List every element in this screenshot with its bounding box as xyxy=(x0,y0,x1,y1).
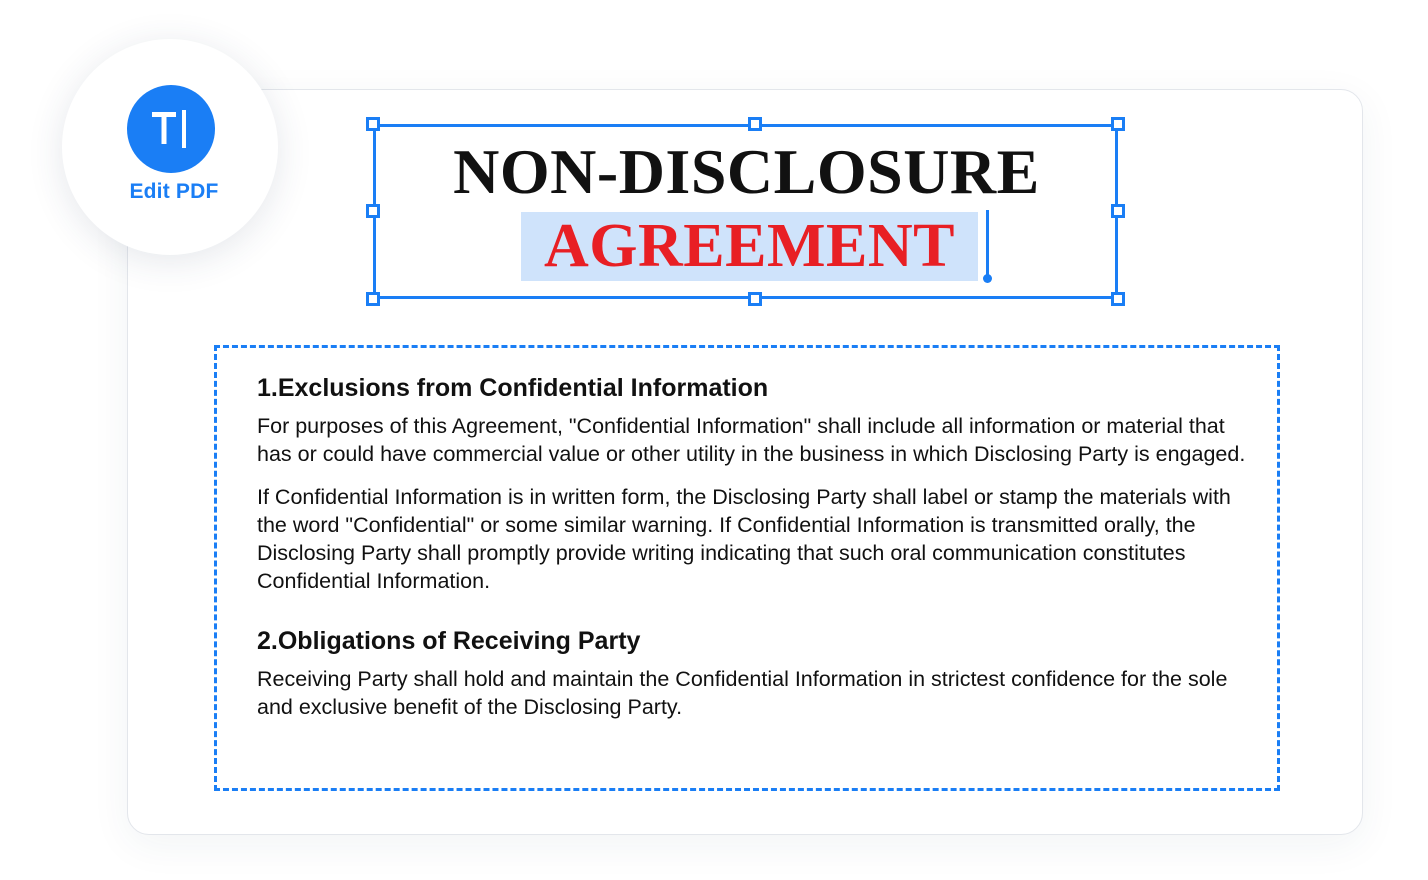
document-title-line-2[interactable]: AGREEMENT xyxy=(544,212,955,280)
paragraph[interactable]: For purposes of this Agreement, "Confidential Information" shall include all information or material that has or could have commercial value or other utility in the business in which Disclosing Party is engaged. xyxy=(257,414,1246,466)
edit-pdf-badge[interactable] xyxy=(62,39,278,255)
text-cursor-handle[interactable] xyxy=(983,274,992,283)
paragraph[interactable]: If Confidential Information is in written form, the Disclosing Party shall label or stamp the materials with the word "Confidential" or some similar warning. If Confidential Information is transmitted orally, the Disclosing Party shall promptly provide writing indicating that such oral communication constitutes Confidential Information. xyxy=(257,485,1231,593)
text-cursor xyxy=(986,210,989,278)
resize-handle-top-right[interactable] xyxy=(1111,117,1125,131)
resize-handle-bottom-center[interactable] xyxy=(748,292,762,306)
edit-pdf-label: Edit PDF xyxy=(129,180,219,203)
section-1 xyxy=(257,370,1262,595)
document-title-line-1[interactable]: NON-DISCLOSURE xyxy=(453,136,1040,207)
body-text-content xyxy=(257,370,1262,736)
section-heading[interactable]: 2.Obligations of Receiving Party xyxy=(257,627,641,655)
resize-handle-top-left[interactable] xyxy=(366,117,380,131)
resize-handle-top-center[interactable] xyxy=(748,117,762,131)
section-2 xyxy=(257,623,1262,721)
paragraph[interactable]: Receiving Party shall hold and maintain the Confidential Information in strictest confidence for the sole and exclusive benefit of the Disclosing Party. xyxy=(257,667,1228,719)
resize-handle-bottom-right[interactable] xyxy=(1111,292,1125,306)
resize-handle-bottom-left[interactable] xyxy=(366,292,380,306)
section-heading[interactable]: 1.Exclusions from Confidential Information xyxy=(257,374,769,402)
text-edit-icon xyxy=(127,85,215,173)
